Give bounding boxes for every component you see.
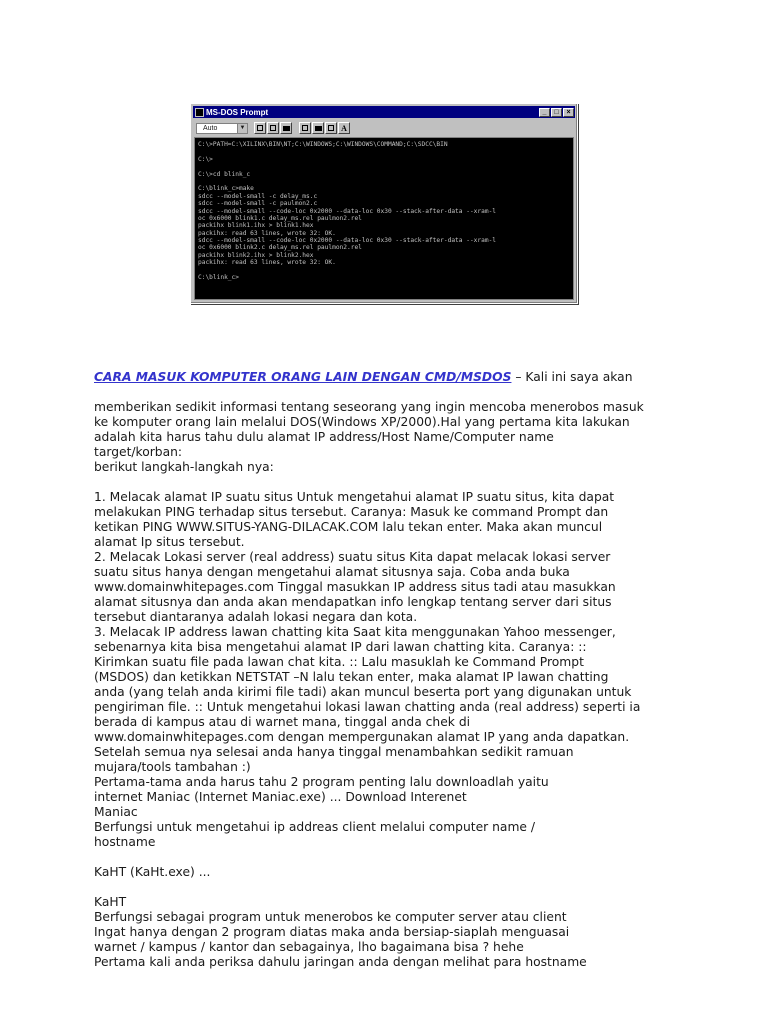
console-line: sdcc --model-small -c delay_ms.c <box>198 192 318 200</box>
window-titlebar <box>193 106 575 118</box>
mark-icon[interactable] <box>254 122 266 134</box>
console-line: C:\blink_c> <box>198 274 239 282</box>
article-line: 1. Melacak alamat IP suatu situs Untuk mengetahui alamat IP suatu situs, kita dapat <box>94 490 615 504</box>
paste-icon[interactable] <box>280 122 292 134</box>
article-line: hostname <box>94 835 156 849</box>
msdos-window <box>190 103 578 304</box>
article-line: melakukan PING terhadap situs tersebut. Caranya: Masuk ke command Prompt dan <box>94 505 609 519</box>
console-line: sdcc --model-small --code-loc 0x2000 --data-loc 0x30 --stack-after-data --xram-l <box>198 207 497 215</box>
article-line: Maniac <box>94 805 138 819</box>
console-line <box>198 148 574 155</box>
article-line: ketikan PING WWW.SITUS-YANG-DILACAK.COM lalu tekan enter. Maka akan muncul <box>94 520 603 534</box>
console-line: oc 0x6000 blink1.c delay_ms.rel paulmon2.rel <box>198 214 362 222</box>
console-line <box>198 178 574 185</box>
article-line: ke komputer orang lain melalui DOS(Windows XP/2000).Hal yang pertama kita lakukan <box>94 415 630 429</box>
article-line: Berfungsi untuk mengetahui ip addreas client melalui computer name / <box>94 820 536 834</box>
article-line: internet Maniac (Internet Maniac.exe) ... Download Interenet <box>94 790 467 804</box>
article-first-line <box>94 370 694 385</box>
article-line: sebenarnya kita bisa mengetahui alamat IP dari lawan chatting kita. Caranya: :: <box>94 640 587 654</box>
article-line: alamat Ip situs tersebut. <box>94 535 245 549</box>
article-line: Berfungsi sebagai program untuk menerobos ke computer server atau client <box>94 910 567 924</box>
article-title-link[interactable]: CARA MASUK KOMPUTER ORANG LAIN DENGAN CMD/MSDOS <box>94 370 512 384</box>
article-line: tersebut diantaranya adalah lokasi negara dan kota. <box>94 610 418 624</box>
console-line: sdcc --model-small -c paulmon2.c <box>198 200 318 208</box>
article-body <box>94 340 694 970</box>
console-line: C:\>PATH=C:\XILINX\BIN\NT;C:\WINDOWS;C:\WINDOWS\COMMAND;C:\SDCC\BIN <box>198 141 448 148</box>
article-line: www.domainwhitepages.com dengan mempergunakan alamat IP yang anda dapatkan. <box>94 730 630 744</box>
article-line: Setelah semua nya selesai anda hanya tinggal menambahkan sedikit ramuan <box>94 745 574 759</box>
article-line: suatu situs hanya dengan mengetahui alamat situsnya saja. Coba anda buka <box>94 565 570 579</box>
window-title: MS-DOS Prompt <box>206 107 269 117</box>
article-line <box>94 475 694 490</box>
console-line: packihx blink2.ihx > blink2.hex <box>198 251 314 259</box>
article-line: berikut langkah-langkah nya: <box>94 460 274 474</box>
article-line: 3. Melacak IP address lawan chatting kita Saat kita menggunakan Yahoo messenger, <box>94 625 616 639</box>
article-line: Ingat hanya dengan 2 program diatas maka anda bersiap-siaplah menguasai <box>94 925 570 939</box>
article-line: mujara/tools tambahan :) <box>94 760 251 774</box>
article-line: warnet / kampus / kantor dan sebagainya, lho bagaimana bisa ? hehe <box>94 940 524 954</box>
article-line <box>94 850 694 865</box>
background-icon[interactable] <box>325 122 337 134</box>
console-line: packihx: read 63 lines, wrote 32: OK. <box>198 259 336 267</box>
console-line: C:\blink_c>make <box>198 185 254 193</box>
article-line: anda (yang telah anda kirimi file tadi) akan muncul beserta port yang digunakan untuk <box>94 685 632 699</box>
minimize-button[interactable]: _ <box>539 108 550 117</box>
article-line: Pertama kali anda periksa dahulu jaringan anda dengan melihat para hostname <box>94 955 587 969</box>
article-line: (MSDOS) dan ketikkan NETSTAT –N lalu tekan enter, maka alamat IP lawan chatting <box>94 670 609 684</box>
console-line: sdcc --model-small --code-loc 0x2000 --data-loc 0x30 --stack-after-data --xram-l <box>198 237 497 245</box>
article-line: Kirimkan suatu file pada lawan chat kita. :: Lalu masuklah ke Command Prompt <box>94 655 584 669</box>
font-button[interactable]: A <box>338 122 350 134</box>
console-line: C:\> <box>198 155 213 163</box>
article-line: berada di kampus atau di warnet mana, tinggal anda chek di <box>94 715 471 729</box>
font-size-select[interactable] <box>196 123 248 134</box>
console-output[interactable] <box>194 137 574 300</box>
chevron-down-icon[interactable]: ▼ <box>237 124 247 133</box>
console-line: packihx blink1.ihx > blink1.hex <box>198 222 314 230</box>
console-line: C:\>cd blink_c <box>198 170 251 178</box>
article-line: target/korban: <box>94 445 183 459</box>
copy-icon[interactable] <box>267 122 279 134</box>
article-line: KaHT (KaHt.exe) ... <box>94 865 211 879</box>
article-line: 2. Melacak Lokasi server (real address) suatu situs Kita dapat melacak lokasi server <box>94 550 611 564</box>
article-intro-text: – Kali ini saya akan <box>511 370 633 384</box>
article-line: alamat situsnya dan anda akan mendapatkan info lengkap tentang server dari situs <box>94 595 612 609</box>
article-line: adalah kita harus tahu dulu alamat IP address/Host Name/Computer name <box>94 430 554 444</box>
article-line <box>94 880 694 895</box>
article-line: Pertama-tama anda harus tahu 2 program penting lalu downloadlah yaitu <box>94 775 549 789</box>
article-line: KaHT <box>94 895 127 909</box>
console-line: packihx: read 63 lines, wrote 32: OK. <box>198 229 336 237</box>
msdos-app-icon <box>195 108 204 117</box>
console-line <box>198 267 574 274</box>
article-line: pengiriman file. :: Untuk mengetahui lokasi lawan chatting anda (real address) seperti ia <box>94 700 641 714</box>
toolbar <box>193 120 575 136</box>
article-line: memberikan sedikit informasi tentang seseorang yang ingin mencoba menerobos masuk <box>94 400 644 414</box>
console-line <box>198 163 574 170</box>
fullscreen-icon[interactable] <box>299 122 311 134</box>
font-size-value: Auto <box>203 124 218 132</box>
properties-icon[interactable] <box>312 122 324 134</box>
console-lines <box>198 141 574 281</box>
maximize-button[interactable]: □ <box>551 108 562 117</box>
console-line: oc 0x6000 blink2.c delay_ms.rel paulmon2.rel <box>198 244 362 252</box>
article-line: www.domainwhitepages.com Tinggal masukkan IP address situs tadi atau masukkan <box>94 580 616 594</box>
close-button[interactable]: × <box>563 108 574 117</box>
